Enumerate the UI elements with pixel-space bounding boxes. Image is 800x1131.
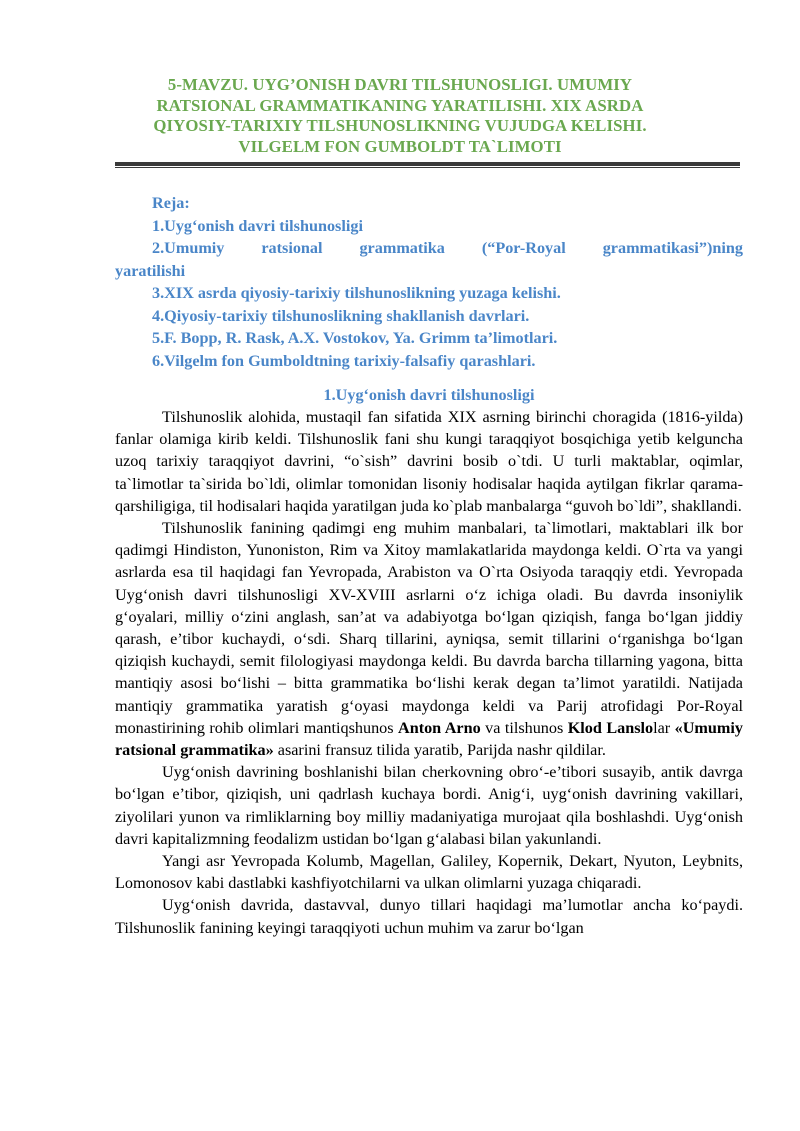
book-title: «Umumiy ratsional grammatika»: [115, 718, 743, 760]
paragraph-text: asarini fransuz tilida yaratib, Parijda nashr qildilar.: [273, 741, 606, 760]
plan-item: 3.XIX asrda qiyosiy-tarixiy tilshunoslikning yuzaga kelishi.: [152, 284, 561, 302]
author-name: Klod Lanslo: [567, 718, 654, 737]
title-divider-thin: [115, 167, 740, 168]
title-line: QIYOSIY-TARIXIY TILSHUNOSLIKNING VUJUDGA KELISHI.: [153, 116, 647, 136]
title-divider-thick: [115, 162, 740, 166]
plan-item: 4.Qiyosiy-tarixiy tilshunoslikning shakllanish davrlari.: [152, 306, 530, 325]
plan-heading: Reja:: [152, 194, 190, 212]
plan-item-continuation: yaratilishi: [115, 261, 186, 280]
paragraph: [115, 517, 743, 761]
paragraph: Uyg‘onish davrida, dastavval, dunyo tillari haqidagi ma’lumotlar ancha ko‘paydi. Tilshunoslik fanining keyingi taraqqiyoti uchun muhim va zarur bo‘lgan: [115, 896, 743, 937]
paragraph: Yangi asr Yevropada Kolumb, Magellan, Galiley, Kopernik, Dekart, Nyuton, Leybnits, Lomonosov kabi dastlabki kashfiyotchilarni va ulkan olimlarni yuzaga chiqaradi.: [115, 852, 743, 893]
plan-item: 5.F. Bopp, R. Rask, A.X. Vostokov, Ya. Grimm ta’limotlari.: [152, 329, 558, 347]
plan-item: 2.Umumiy ratsional grammatika (“Por-Royal grammatikasi”)ning: [152, 239, 743, 257]
paragraph: Tilshunoslik alohida, mustaqil fan sifatida XIX asrning birinchi choragida (1816-yilda) fanlar olamiga kirib keldi. Tilshunoslik fani shu kungi taraqqiyot bosqichiga yetib kelguncha uzoq tarixiy taraqqiyot davrini, “o`sish” davrini bosib o`tdi. U turli maktablar, oqimlar, ta`limotlar ta`sirida bo`ldi, olimlar tomonidan lisoniy hodisalar haqida aytilgan fikrlar qarama-qarshiligiga, til hodisalari haqida yaratilgan juda ko`plab manbalarga “guvoh bo`ldi”, shakllandi.: [115, 408, 743, 515]
plan-item: 1.Uyg‘onish davri tilshunosligi: [152, 216, 363, 235]
paragraph: Uyg‘onish davrining boshlanishi bilan cherkovning obro‘-e’tibori susayib, antik davrga bo‘lgan e’tibor, qiziqish, uni qadrlash kuchaya bordi. Anig‘i, uyg‘onish davrining vakillari, ziyolilari yunon va rimliklarning boy milliy madaniyatiga murojaat qila boshlashdi. Uyg‘onish davri kapitalizmning feodalizm ustidan bo‘lgan g‘alabasi bilan yakunlandi.: [115, 763, 743, 848]
section-heading: 1.Uyg‘onish davri tilshunosligi: [323, 386, 535, 404]
paragraph-text: va tilshunos: [480, 718, 568, 737]
title-line: VILGELM FON GUMBOLDT TA`LIMOTI: [238, 136, 562, 156]
title-line: RATSIONAL GRAMMATIKANING YARATILISHI. XIX ASRDA: [156, 95, 644, 115]
plan-item: 6.Vilgelm fon Gumboldtning tarixiy-falsafiy qarashlari.: [152, 351, 536, 370]
paragraph-text: Tilshunoslik fanining qadimgi eng muhim manbalari, ta`limotlari, maktablari ilk bor qadimgi Hindiston, Yunoniston, Rim va Xitoy mamlakatlarida maydonga keldi. O`rta va yangi asrlarda esa til haqidagi fan Yevropada, Arabiston va O`rta Osiyoda taraqqiy etdi. Yevropada Uyg‘onish davri tilshunosligi XV-XVIII asrlarni o‘z ichiga oladi. Bu davrda insoniylik g‘oyalari, milliy o‘zini anglash, san’at va adabiyotga bo‘lgan qiziqish, fanga bo‘lgan jiddiy qarash, e’tibor kuchaydi, o‘sdi. Sharq tillarini, ayniqsa, semit tillarini o‘rganishga bo‘lgan qiziqish kuchaydi, semit filologiyasi maydonga keldi. Bu davrda barcha tillarning yagona, bitta mantiqiy asosi bo‘lishi – bitta grammatika bo‘lishi kerak degan ta’limot yaratildi. Natijada mantiqiy grammatika yaratish g‘oyasi maydonga keldi va Parij atrofidagi Por-Royal monastirining rohib olimlari mantiqshunos: [115, 519, 743, 737]
plan-section: [115, 192, 743, 372]
title-line: 5-MAVZU. UYG’ONISH DAVRI TILSHUNOSLIGI. UMUMIY: [167, 75, 633, 94]
body-text: [115, 406, 743, 939]
paragraph-text: lar: [653, 718, 675, 737]
author-name: Anton Arno: [398, 718, 481, 737]
document-title: [140, 75, 660, 157]
